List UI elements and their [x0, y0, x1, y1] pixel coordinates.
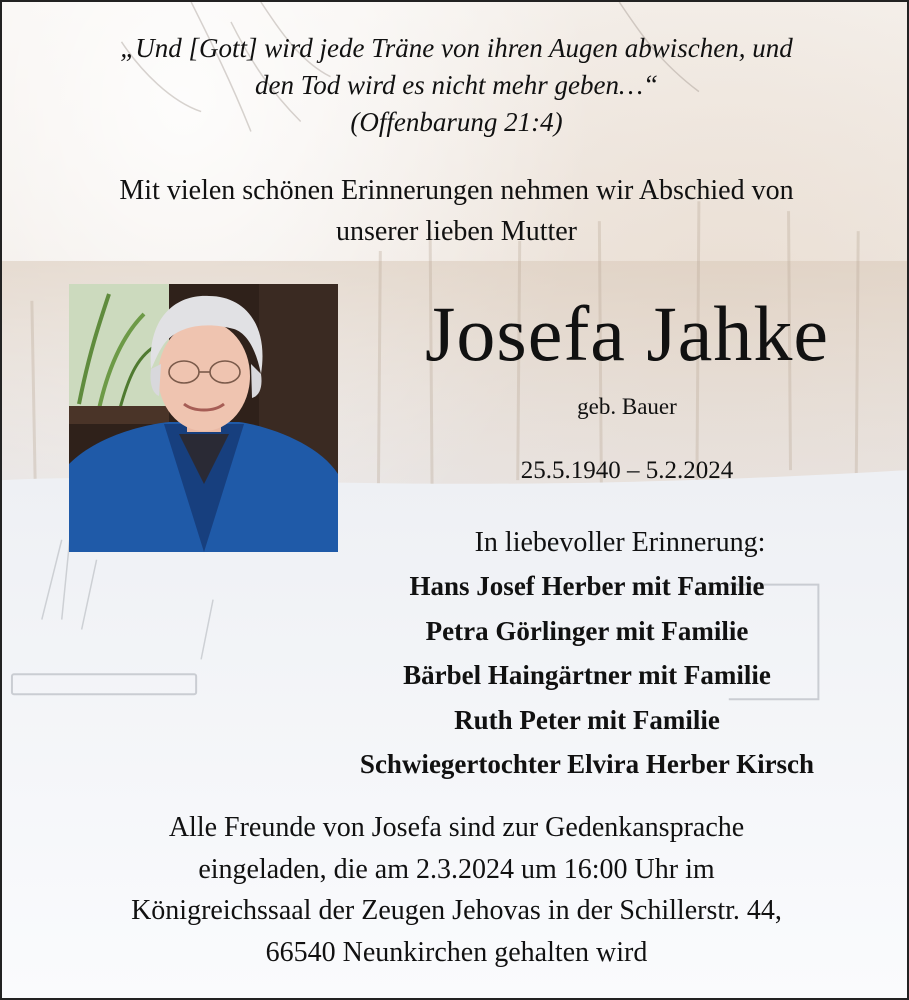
invitation-line: Alle Freunde von Josefa sind zur Gedenkansprache: [168, 812, 745, 843]
verse-line: den Tod wird es nicht mehr geben…“: [255, 70, 658, 100]
mourner-entry: Ruth Peter mit Familie: [454, 704, 720, 735]
mourner-entry: Bärbel Haingärtner mit Familie: [403, 660, 771, 690]
bible-verse: [2, 30, 909, 141]
intro-line: unserer lieben Mutter: [335, 216, 578, 247]
portrait-illustration: [69, 284, 338, 552]
invitation-line: Königreichssaal der Zeugen Jehovas in der Schillerstr. 44,: [131, 895, 782, 926]
invitation-line: 66540 Neunkirchen gehalten wird: [265, 936, 648, 968]
mourner-entry: Petra Görlinger mit Familie: [425, 615, 749, 646]
verse-reference: (Offenbarung 21:4): [350, 107, 563, 137]
mourners-list: [242, 564, 909, 787]
farewell-intro: [2, 170, 909, 252]
deceased-name: Josefa Jahke: [424, 290, 830, 377]
notice-content: [2, 2, 907, 998]
invitation-line: eingeladen, die am 2.3.2024 um 16:00 Uhr im: [198, 853, 715, 885]
verse-line: „Und [Gott] wird jede Träne von ihren Augen abwischen, und: [120, 33, 793, 63]
intro-line: Mit vielen schönen Erinnerungen nehmen wir Abschied von: [119, 175, 794, 206]
mourner-entry: Schwiegertochter Elvira Herber Kirsch: [359, 749, 815, 779]
memory-heading: In liebevoller Erinnerung:: [474, 527, 766, 558]
life-dates: 25.5.1940 – 5.2.2024: [520, 457, 734, 484]
portrait-photo: [69, 284, 338, 552]
mourner-entry: Hans Josef Herber mit Familie: [409, 571, 765, 601]
memorial-invitation: [2, 807, 909, 973]
birth-name: geb. Bauer: [577, 394, 677, 419]
